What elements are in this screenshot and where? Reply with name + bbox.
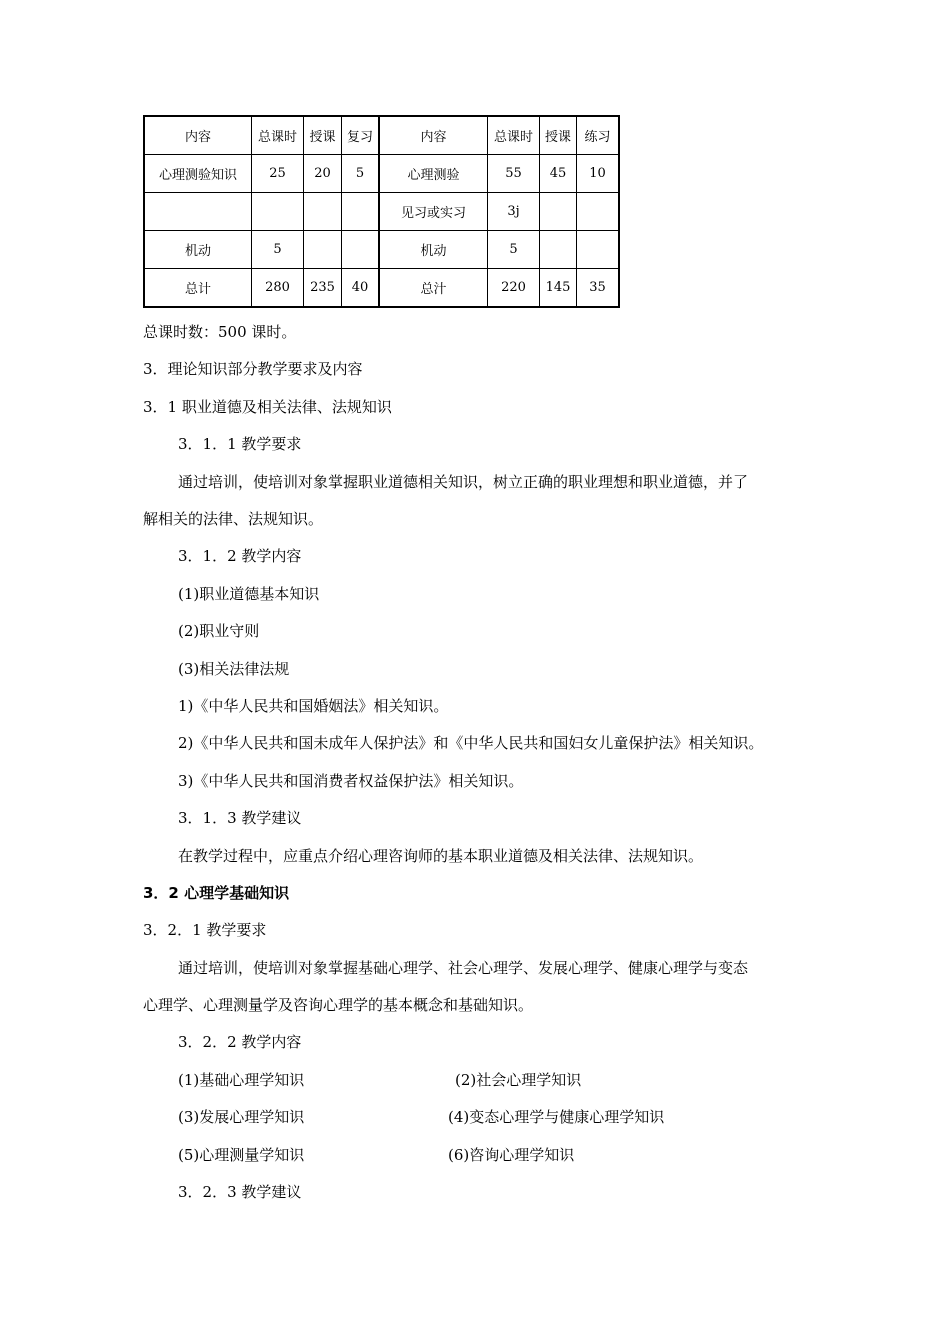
table-cell: 235 [304, 269, 342, 308]
list-item: (1)基础心理学知识 [178, 1071, 305, 1089]
header-cell: 内容 [379, 116, 488, 155]
header-cell: 授课 [540, 116, 577, 155]
table-cell: 40 [342, 269, 380, 308]
table-cell [252, 193, 304, 231]
table-cell: 280 [252, 269, 304, 308]
table-cell: 10 [577, 155, 620, 193]
paragraph-line: 通过培训，使培训对象掌握基础心理学、社会心理学、发展心理学、健康心理学与变态 [178, 959, 749, 977]
table-cell: 5 [252, 231, 304, 269]
table-cell: 见习或实习 [379, 193, 488, 231]
table-header-row [144, 116, 619, 155]
table-cell: 25 [252, 155, 304, 193]
subsection-heading: 3．2．1 教学要求 [143, 921, 267, 939]
subsection-heading: 3．2．2 教学内容 [178, 1033, 302, 1051]
subsection-heading: 3．1．2 教学内容 [178, 547, 302, 565]
section-heading: 3．1 职业道德及相关法律、法规知识 [143, 398, 392, 416]
header-cell: 内容 [144, 116, 252, 155]
table-total-row [144, 269, 619, 308]
table-cell [304, 231, 342, 269]
list-item: (2)社会心理学知识 [455, 1071, 582, 1089]
table-cell [144, 193, 252, 231]
table-cell: 机动 [144, 231, 252, 269]
list-item: (3)发展心理学知识 [178, 1108, 305, 1126]
table-row [144, 155, 619, 193]
table-row [144, 193, 619, 231]
list-item: (6)咨询心理学知识 [448, 1146, 575, 1164]
table-cell [304, 193, 342, 231]
list-item: (1)职业道德基本知识 [178, 585, 320, 603]
list-item: (4)变态心理学与健康心理学知识 [448, 1108, 665, 1126]
table-cell [577, 231, 620, 269]
list-item: (5)心理测量学知识 [178, 1146, 305, 1164]
header-cell: 授课 [304, 116, 342, 155]
section-heading: 3．理论知识部分教学要求及内容 [143, 360, 363, 378]
table-cell: 机动 [379, 231, 488, 269]
table-cell: 55 [488, 155, 540, 193]
header-cell: 练习 [577, 116, 620, 155]
table-cell [342, 231, 380, 269]
course-hours-table [143, 115, 620, 308]
list-item: 2)《中华人民共和国未成年人保护法》和《中华人民共和国妇女儿童保护法》相关知识。 [178, 734, 764, 752]
section-heading: 3．2 心理学基础知识 [143, 884, 290, 902]
subsection-heading: 3．1．3 教学建议 [178, 809, 302, 827]
paragraph-line: 在教学过程中，应重点介绍心理咨询师的基本职业道德及相关法律、法规知识。 [178, 847, 704, 865]
table-cell: 5 [342, 155, 380, 193]
table-cell: 220 [488, 269, 540, 308]
table-cell: 5 [488, 231, 540, 269]
paragraph-line: 通过培训，使培训对象掌握职业道德相关知识，树立正确的职业理想和职业道德，并了 [178, 473, 749, 491]
paragraph-line: 解相关的法律、法规知识。 [143, 510, 324, 528]
list-item: 1)《中华人民共和国婚姻法》相关知识。 [178, 697, 449, 715]
table-cell: 总汁 [379, 269, 488, 308]
list-item: 3)《中华人民共和国消费者权益保护法》相关知识。 [178, 772, 524, 790]
table-cell: 45 [540, 155, 577, 193]
table-cell [577, 193, 620, 231]
table-cell: 145 [540, 269, 577, 308]
table-row [144, 231, 619, 269]
table-cell: 35 [577, 269, 620, 308]
table-cell [342, 193, 380, 231]
header-cell: 总课时 [488, 116, 540, 155]
table-cell: 心理测验 [379, 155, 488, 193]
subsection-heading: 3．1．1 教学要求 [178, 435, 302, 453]
table-cell: 总计 [144, 269, 252, 308]
header-cell: 复习 [342, 116, 380, 155]
header-cell: 总课时 [252, 116, 304, 155]
table-cell: 心理测验知识 [144, 155, 252, 193]
list-item: (2)职业守则 [178, 622, 260, 640]
total-hours-line: 总课时数：500 课时。 [143, 323, 297, 341]
table-cell [540, 231, 577, 269]
table-cell: 20 [304, 155, 342, 193]
subsection-heading: 3．2．3 教学建议 [178, 1183, 302, 1201]
table-cell: 3j [488, 193, 540, 231]
table-cell [540, 193, 577, 231]
paragraph-line: 心理学、心理测量学及咨询心理学的基本概念和基础知识。 [143, 996, 534, 1014]
list-item: (3)相关法律法规 [178, 660, 290, 678]
